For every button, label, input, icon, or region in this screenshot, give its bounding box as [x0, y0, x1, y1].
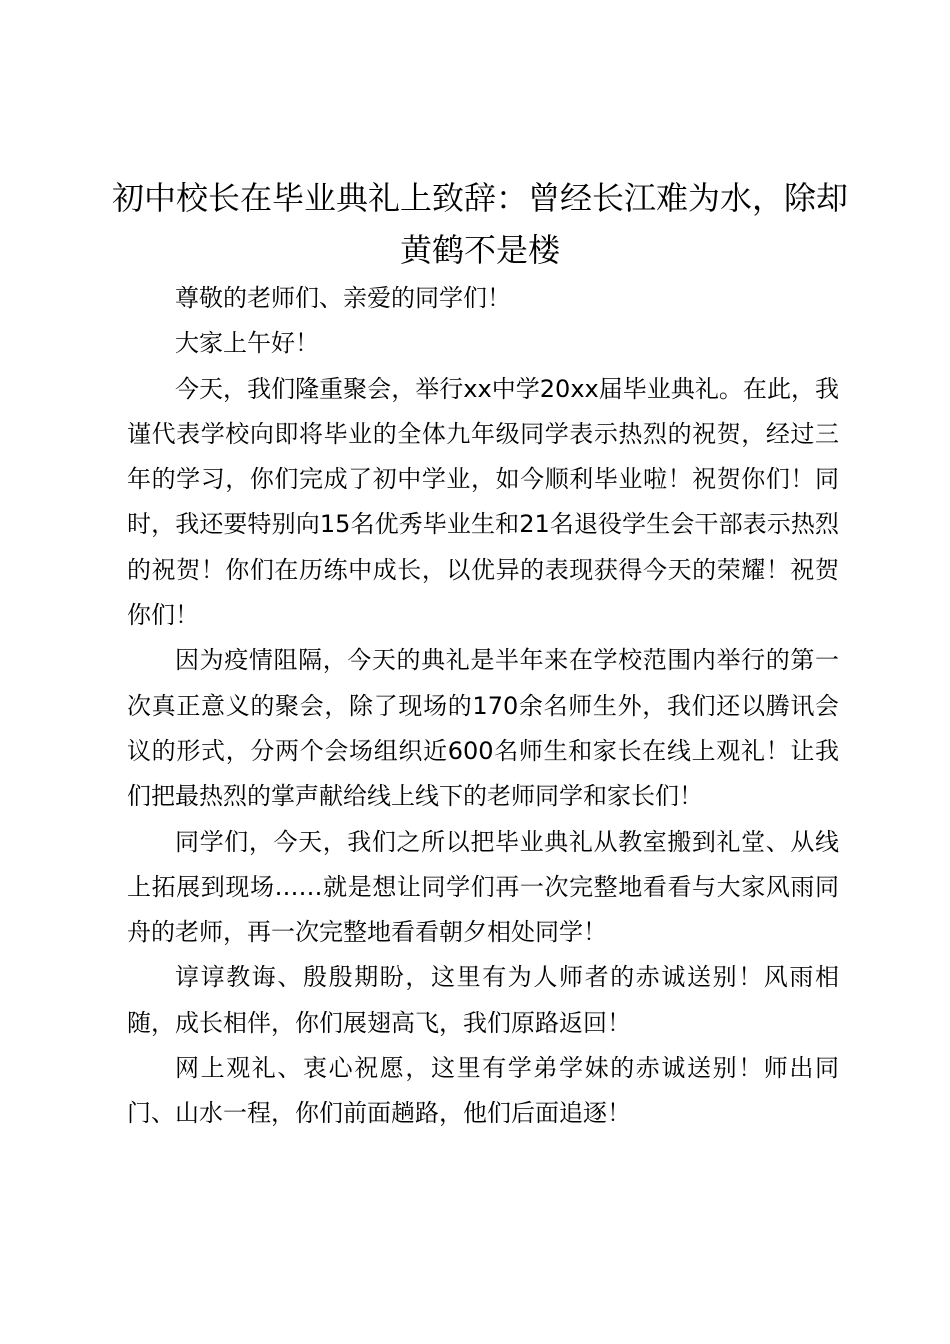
- paragraph-salutation: 尊敬的老师们、亲爱的同学们！: [175, 284, 511, 312]
- paragraph: 今天，我们隆重聚会，举行xx中学20xx届毕业典礼。在此，我谨代表学校向即将毕业的全体九年级同学表示热烈的祝贺，经过三年的学习，你们完成了初中学业，如今顺利毕业啦！祝贺你们！同时，我还要特别向15名优秀毕业生和21名退役学生会干部表示热烈的祝贺！你们在历练中成长，以优异的表现获得今天的荣耀！祝贺你们！: [127, 374, 839, 630]
- paragraph: 因为疫情阻隔，今天的典礼是半年来在学校范围内举行的第一次真正意义的聚会，除了现场的170余名师生外，我们还以腾讯会议的形式，分两个会场组织近600名师生和家长在线上观礼！让我们把最热烈的掌声献给线上线下的老师同学和家长们！: [127, 646, 839, 811]
- paragraph: 谆谆教诲、殷殷期盼，这里有为人师者的赤诚送别！风雨相随，成长相伴，你们展翅高飞，我们原路返回！: [127, 963, 839, 1037]
- document-title: 初中校长在毕业典礼上致辞：曾经长江难为水，除却黄鹤不是楼: [111, 179, 848, 269]
- paragraph: 同学们，今天，我们之所以把毕业典礼从教室搬到礼堂、从线上拓展到现场……就是想让同学们再一次完整地看看与大家风雨同舟的老师，再一次完整地看看朝夕相处同学！: [127, 827, 839, 947]
- paragraph-greeting: 大家上午好！: [175, 329, 319, 358]
- paragraph: 网上观礼、衷心祝愿，这里有学弟学妹的赤诚送别！师出同门、山水一程，你们前面趟路，他们后面追逐！: [127, 1054, 839, 1128]
- document-body: [127, 276, 839, 1137]
